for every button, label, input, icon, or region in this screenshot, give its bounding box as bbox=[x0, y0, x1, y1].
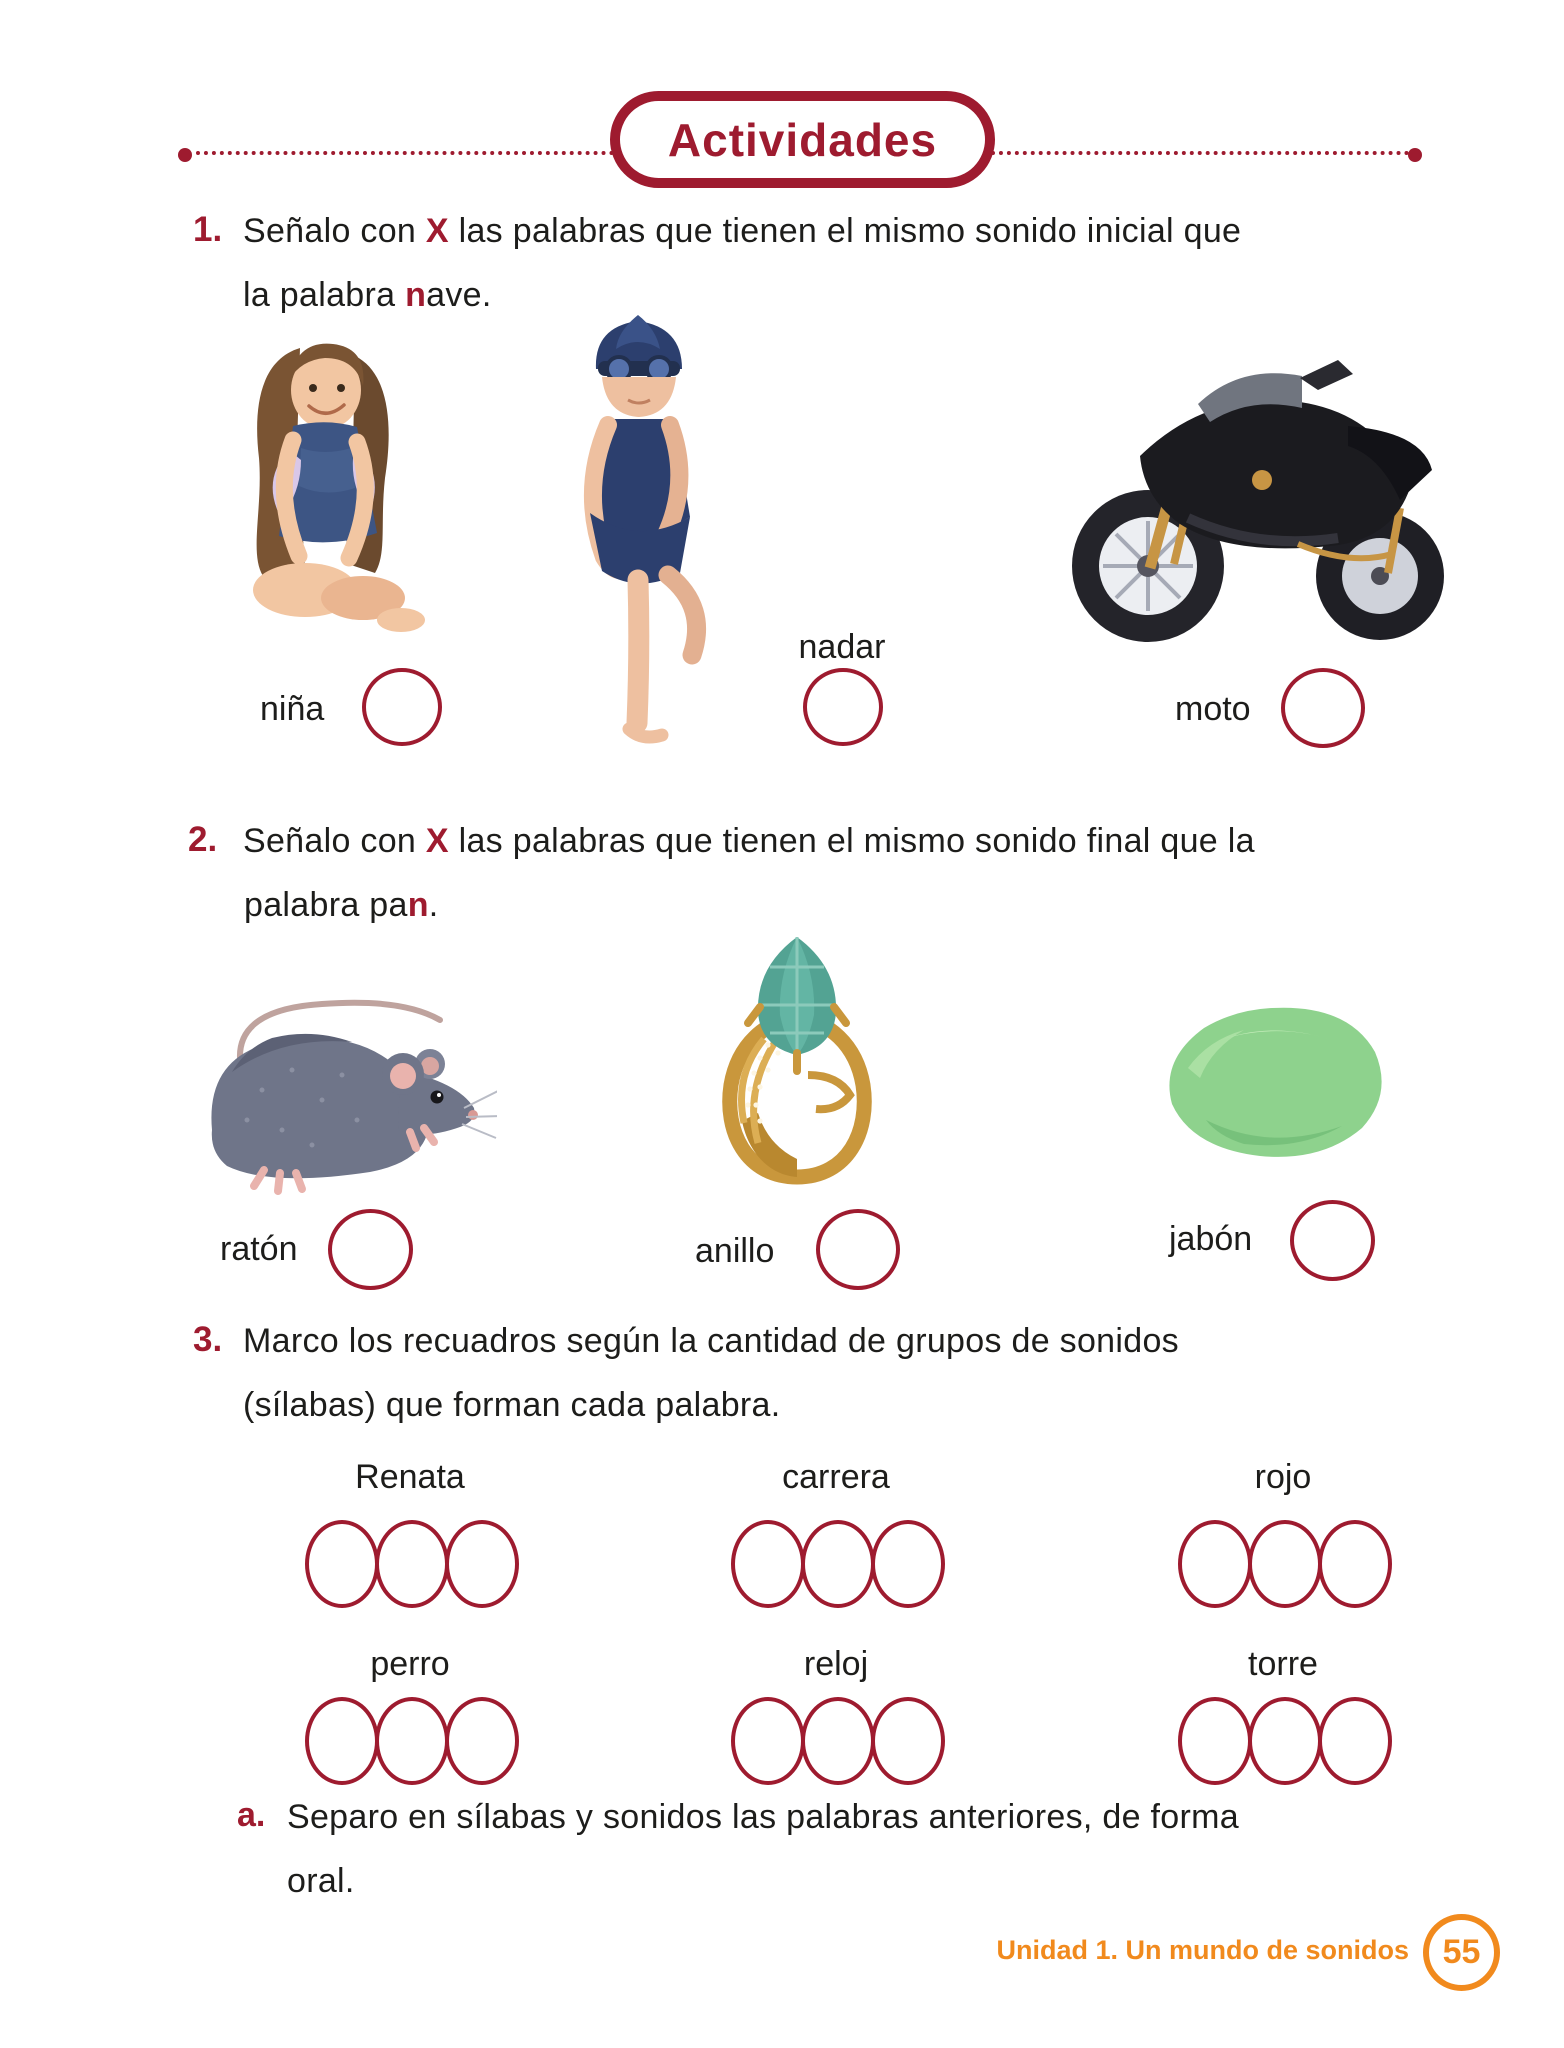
green-soap-image bbox=[1148, 998, 1396, 1170]
nadar-label: nadar bbox=[798, 628, 886, 666]
sub-item-a-line-1: Separo en sílabas y sonidos las palabras anteriores, de forma bbox=[287, 1798, 1239, 1836]
x-marker: X bbox=[425, 822, 449, 860]
syllable-circle[interactable] bbox=[801, 1520, 875, 1608]
word-renata: Renata bbox=[355, 1458, 465, 1496]
activity-2-line-2 bbox=[244, 886, 439, 925]
page-title: Actividades bbox=[667, 113, 938, 166]
syllable-circle[interactable] bbox=[375, 1520, 449, 1608]
syllable-circle[interactable] bbox=[445, 1520, 519, 1608]
syllable-circles-rojo bbox=[1163, 1520, 1403, 1608]
activity-1-line-2 bbox=[243, 276, 492, 315]
syllable-circle[interactable] bbox=[305, 1697, 379, 1785]
syllable-circle[interactable] bbox=[1318, 1520, 1392, 1608]
page-number: 55 bbox=[1442, 1933, 1481, 1971]
kneeling-girl-image bbox=[205, 328, 460, 653]
syllable-circles-carrera bbox=[716, 1520, 956, 1608]
n-highlight: n bbox=[407, 886, 429, 924]
nina-answer-circle[interactable] bbox=[362, 668, 442, 746]
activity-3-line-1: Marco los recuadros según la cantidad de grupos de sonidos bbox=[243, 1322, 1179, 1360]
page-number-badge bbox=[1423, 1914, 1500, 1991]
header-end-dot bbox=[1408, 148, 1422, 162]
syllable-circles-renata bbox=[290, 1520, 530, 1608]
sub-item-a-line-2: oral. bbox=[287, 1862, 355, 1900]
nadar-answer-circle[interactable] bbox=[803, 668, 883, 746]
syllable-circle[interactable] bbox=[1178, 1520, 1252, 1608]
anillo-answer-circle[interactable] bbox=[816, 1209, 900, 1290]
anillo-label: anillo bbox=[695, 1232, 775, 1270]
word-carrera: carrera bbox=[782, 1458, 890, 1496]
syllable-circle[interactable] bbox=[1318, 1697, 1392, 1785]
header-dotted-line-left bbox=[196, 151, 614, 155]
syllable-circle[interactable] bbox=[871, 1697, 945, 1785]
syllable-circle[interactable] bbox=[1178, 1697, 1252, 1785]
footer-unit-label: Unidad 1. Un mundo de sonidos bbox=[996, 1935, 1409, 1965]
activity-1-text: ave. bbox=[426, 276, 492, 314]
syllable-circle[interactable] bbox=[731, 1697, 805, 1785]
gold-ring-image bbox=[688, 925, 906, 1193]
syllable-circle[interactable] bbox=[375, 1697, 449, 1785]
word-rojo: rojo bbox=[1254, 1458, 1312, 1496]
header-start-dot bbox=[178, 148, 192, 162]
girl-swimmer-image bbox=[488, 305, 788, 765]
moto-answer-circle[interactable] bbox=[1281, 668, 1365, 748]
word-perro: perro bbox=[370, 1645, 450, 1683]
actividades-pill bbox=[610, 91, 995, 188]
jabon-answer-circle[interactable] bbox=[1290, 1200, 1375, 1281]
activity-1-text: Señalo con bbox=[243, 212, 426, 250]
syllable-circle[interactable] bbox=[305, 1520, 379, 1608]
activity-1-text: las palabras que tienen el mismo sonido inicial que bbox=[448, 212, 1242, 250]
syllable-circle[interactable] bbox=[445, 1697, 519, 1785]
sub-item-a-letter: a. bbox=[237, 1796, 266, 1834]
moto-label: moto bbox=[1175, 690, 1251, 728]
header-dotted-line-right bbox=[991, 151, 1409, 155]
activity-3-number: 3. bbox=[193, 1320, 223, 1359]
x-marker: X bbox=[425, 212, 449, 250]
syllable-circle[interactable] bbox=[1248, 1697, 1322, 1785]
syllable-circles-perro bbox=[290, 1697, 530, 1785]
jabon-label: jabón bbox=[1169, 1220, 1253, 1258]
n-highlight: n bbox=[405, 276, 427, 314]
black-motorcycle-image bbox=[1048, 338, 1468, 648]
activity-2-text: Señalo con bbox=[243, 822, 426, 860]
activity-1-number: 1. bbox=[193, 210, 223, 249]
activity-2-line-1 bbox=[243, 822, 1255, 861]
activity-3-line-2: (sílabas) que forman cada palabra. bbox=[243, 1386, 781, 1424]
raton-label: ratón bbox=[220, 1230, 298, 1268]
syllable-circles-reloj bbox=[716, 1697, 956, 1785]
activity-2-text: . bbox=[428, 886, 439, 924]
syllable-circle[interactable] bbox=[1248, 1520, 1322, 1608]
activity-1-line-1 bbox=[243, 212, 1241, 251]
raton-answer-circle[interactable] bbox=[328, 1209, 413, 1290]
activity-2-text: las palabras que tienen el mismo sonido final que la bbox=[448, 822, 1255, 860]
word-torre: torre bbox=[1248, 1645, 1318, 1683]
syllable-circle[interactable] bbox=[731, 1520, 805, 1608]
syllable-circle[interactable] bbox=[871, 1520, 945, 1608]
activity-2-number: 2. bbox=[188, 820, 218, 859]
syllable-circle[interactable] bbox=[801, 1697, 875, 1785]
gray-rat-image bbox=[172, 980, 497, 1195]
activity-2-text: palabra pa bbox=[244, 886, 408, 924]
word-reloj: reloj bbox=[803, 1645, 869, 1683]
nina-label: niña bbox=[260, 690, 325, 728]
activity-1-text: la palabra bbox=[243, 276, 406, 314]
syllable-circles-torre bbox=[1163, 1697, 1403, 1785]
